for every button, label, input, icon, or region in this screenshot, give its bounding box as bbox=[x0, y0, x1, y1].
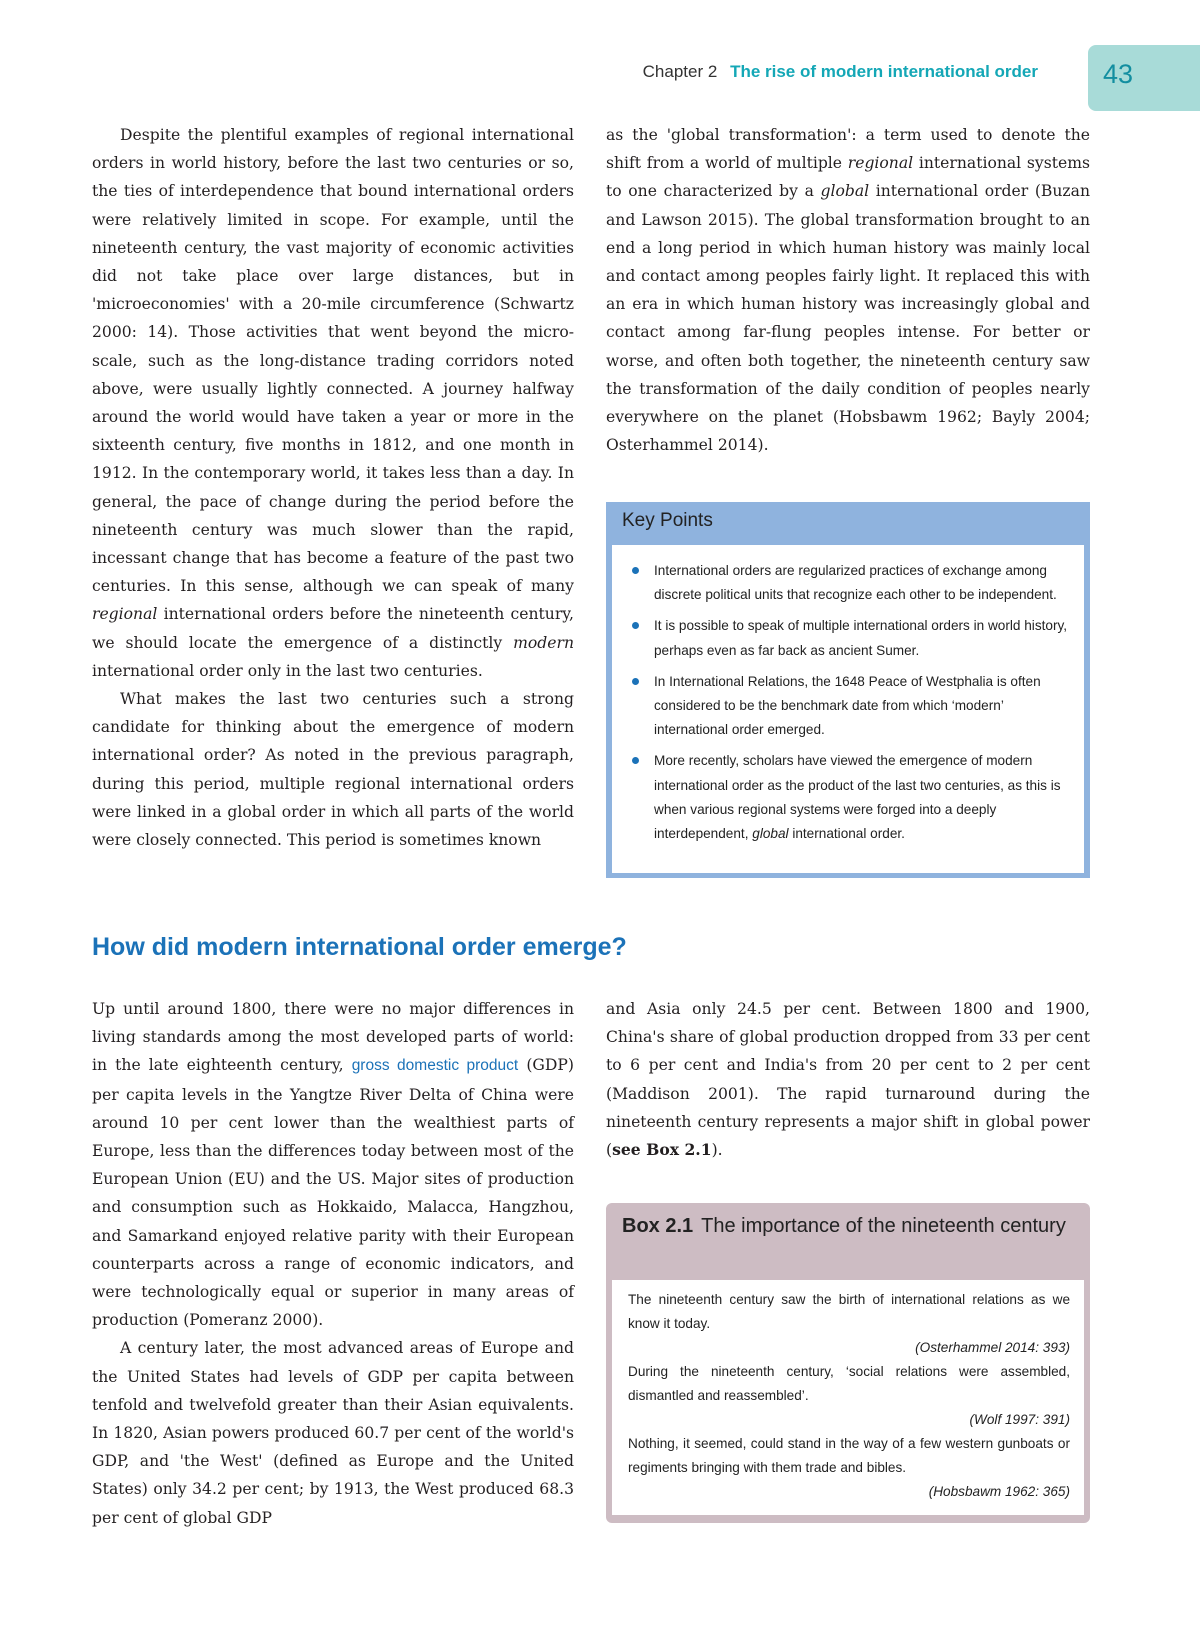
key-points-box bbox=[606, 502, 1090, 878]
key-point-item: International orders are regularized practices of exchange among discrete political units that recognize each other to be independent. bbox=[626, 559, 1070, 607]
paragraph: and Asia only 24.5 per cent. Between 1800 and 1900, China's share of global production dropped from 33 per cent to 6 per cent and India's from 20 per cent to 2 per cent (Maddison 2001). The rapid turnaround during the nineteenth century represents a major shift in global power (see Box 2.1). bbox=[606, 1000, 1090, 1160]
box-number: Box 2.1 bbox=[622, 1215, 694, 1237]
section-heading: How did modern international order emerge? bbox=[92, 933, 627, 961]
key-point-item: It is possible to speak of multiple international orders in world history, perhaps even as far back as ancient Sumer. bbox=[626, 614, 1070, 662]
box-body bbox=[612, 1280, 1084, 1515]
key-points-body bbox=[612, 545, 1084, 873]
bullet-icon bbox=[632, 757, 639, 764]
page-number-tab bbox=[1088, 45, 1200, 111]
chapter-title: The rise of modern international order bbox=[730, 62, 1038, 81]
box-title bbox=[622, 1211, 1078, 1242]
top-left-column bbox=[92, 121, 574, 854]
citation: (Hobsbawm 1962: 365) bbox=[928, 1484, 1070, 1499]
running-header bbox=[560, 62, 1038, 82]
quote: The nineteenth century saw the birth of international relations as we know it today. bbox=[628, 1292, 1070, 1331]
chapter-label: Chapter 2 bbox=[642, 62, 718, 81]
paragraph: as the 'global transformation': a term used to denote the shift from a world of multiple regional international systems to one characterized by a global international order (Buzan and Lawson 2015). The global transformation brought to an end a long period in which human history was mainly local and contact among peoples fairly light. It replaced this with an era in which human history was increasingly global and contact among far-flung peoples intense. For better or worse, and often both together, the nineteenth century saw the transformation of the daily condition of peoples nearly everywhere on the planet (Hobsbawm 1962; Bayly 2004; Osterhammel 2014). bbox=[606, 126, 1090, 455]
bullet-icon bbox=[632, 678, 639, 685]
key-points-title: Key Points bbox=[622, 510, 713, 531]
paragraph: Despite the plentiful examples of regional international orders in world history, before the last two centuries or so, the ties of interdependence that bound international orders were relatively limited in scope. For example, until the nineteenth century, the vast majority of economic activities did not take place over large distances, but in 'microeconomies' with a 20-mile circumference (Schwartz 2000: 14). Those activities that went beyond the micro-scale, such as the long-distance trading corridors noted above, were usually lightly connected. A journey halfway around the world would have taken a year or more in the sixteenth century, five months in 1812, and one month in 1912. In the contemporary world, it takes less than a day. In general, the pace of change during the period before the nineteenth century was much slower than the rapid, incessant change that has become a feature of the past two centuries. In this sense, although we can speak of many regional international orders before the nineteenth century, we should locate the emergence of a distinctly modern international order only in the last two centuries. bbox=[92, 126, 574, 680]
box-2-1 bbox=[606, 1203, 1090, 1523]
bottom-right-column bbox=[606, 995, 1090, 1164]
key-points-list bbox=[626, 559, 1070, 846]
paragraph: What makes the last two centuries such a strong candidate for thinking about the emergence of modern international order? As noted in the previous paragraph, during this period, multiple regional international orders were linked in a global order in which all parts of the world were closely connected. This period is sometimes known bbox=[92, 690, 574, 850]
paragraph: A century later, the most advanced areas of Europe and the United States had levels of GDP per capita between tenfold and twelvefold greater than their Asian equivalents. In 1820, Asian powers produced 60.7 per cent of the world's GDP, and 'the West' (defined as Europe and the United States) only 34.2 per cent; by 1913, the West produced 68.3 per cent of global GDP bbox=[92, 1339, 574, 1527]
paragraph: Up until around 1800, there were no major differences in living standards among the most developed parts of world: in the late eighteenth century, gross domestic product (GDP) per capita levels in the Yangtze River Delta of China were around 10 per cent lower than the wealthiest parts of Europe, less than the differences today between most of the European Union (EU) and the US. Major sites of production and consumption such as Hokkaido, Malacca, Hangzhou, and Samarkand enjoyed relative parity with their European counterparts across a range of economic indicators, and were technologically equal or superior in many areas of production (Pomeranz 2000). bbox=[92, 1000, 574, 1330]
key-point-item: In International Relations, the 1648 Peace of Westphalia is often considered to be the benchmark date from which ‘modern’ international order emerged. bbox=[626, 670, 1070, 743]
box-reference: see Box 2.1 bbox=[612, 1140, 712, 1160]
top-right-column bbox=[606, 121, 1090, 459]
bullet-icon bbox=[632, 622, 639, 629]
key-point-item: More recently, scholars have viewed the emergence of modern international order as the product of the last two centuries, as this is when various regional systems were forged into a deeply interdependent, global international order. bbox=[626, 749, 1070, 846]
quote: Nothing, it seemed, could stand in the way of a few western gunboats or regiments bringing with them trade and bibles. bbox=[628, 1436, 1070, 1475]
bottom-left-column bbox=[92, 995, 574, 1532]
bullet-icon bbox=[632, 567, 639, 574]
citation: (Wolf 1997: 391) bbox=[969, 1412, 1070, 1427]
box-title-text: The importance of the nineteenth century bbox=[701, 1215, 1066, 1237]
page-number: 43 bbox=[1103, 59, 1134, 89]
citation: (Osterhammel 2014: 393) bbox=[915, 1340, 1070, 1355]
quote: During the nineteenth century, ‘social relations were assembled, dismantled and reassembled’. bbox=[628, 1364, 1070, 1403]
glossary-term-link[interactable]: gross domestic product bbox=[351, 1057, 519, 1075]
